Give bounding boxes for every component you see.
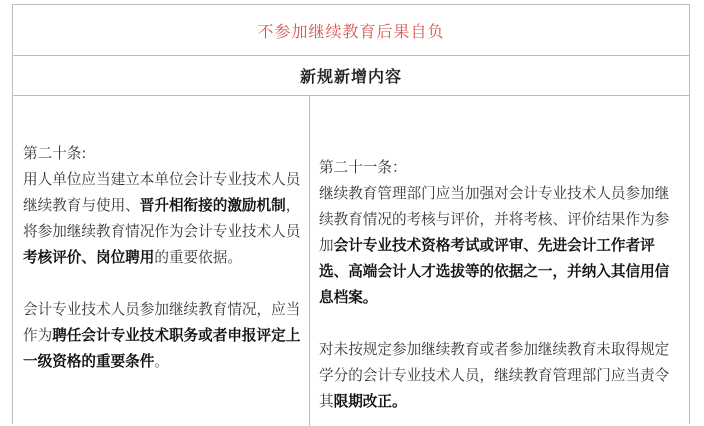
emphasis: 考核评价、岗位聘用 [23,249,155,266]
article-20-paragraph-1 [23,167,305,271]
text: 。 [154,353,169,370]
text: ，将参加继续教育情况作为会计专业技术人员 [23,197,301,240]
text: 继续教育管理部门应当加强对会计专业技术人员参加继续教育情况的考核与评价，并将考核、评价结果作为参加 [319,185,670,254]
table-subtitle: 新规新增内容 [13,56,689,96]
emphasis: 聘任会计专业技术职务或者申报评定上一级资格的重要条件 [23,327,301,370]
article-20-cell [23,141,305,375]
emphasis: 晋升相衔接的激励机制 [139,197,286,214]
article-20-paragraph-2 [23,297,305,375]
article-21-paragraph-2 [319,337,683,415]
article-21-cell [319,155,683,415]
article-21-paragraph-1 [319,181,683,311]
article-20-heading: 第二十条: [23,145,87,162]
emphasis: 限期改正。 [333,393,407,410]
content-table [12,4,690,424]
emphasis: 会计专业技术资格考试或评审、先进会计工作者评选、高端会计人才选拔等的依据之一，并纳入其信用信息档案。 [319,237,670,306]
table-title: 不参加继续教育后果自负 [13,4,689,56]
text: 会计专业技术人员参加继续教育情况，应当作为 [23,301,301,344]
text: 的重要依据。 [154,249,242,266]
text: 用人单位应当建立本单位会计专业技术人员继续教育与使用、 [23,171,301,214]
text: 对未按规定参加继续教育或者参加继续教育未取得规定学分的会计专业技术人员，继续教育管理部门应当责令其 [319,341,670,410]
column-divider [309,96,310,426]
article-21-heading: 第二十一条： [319,159,407,176]
